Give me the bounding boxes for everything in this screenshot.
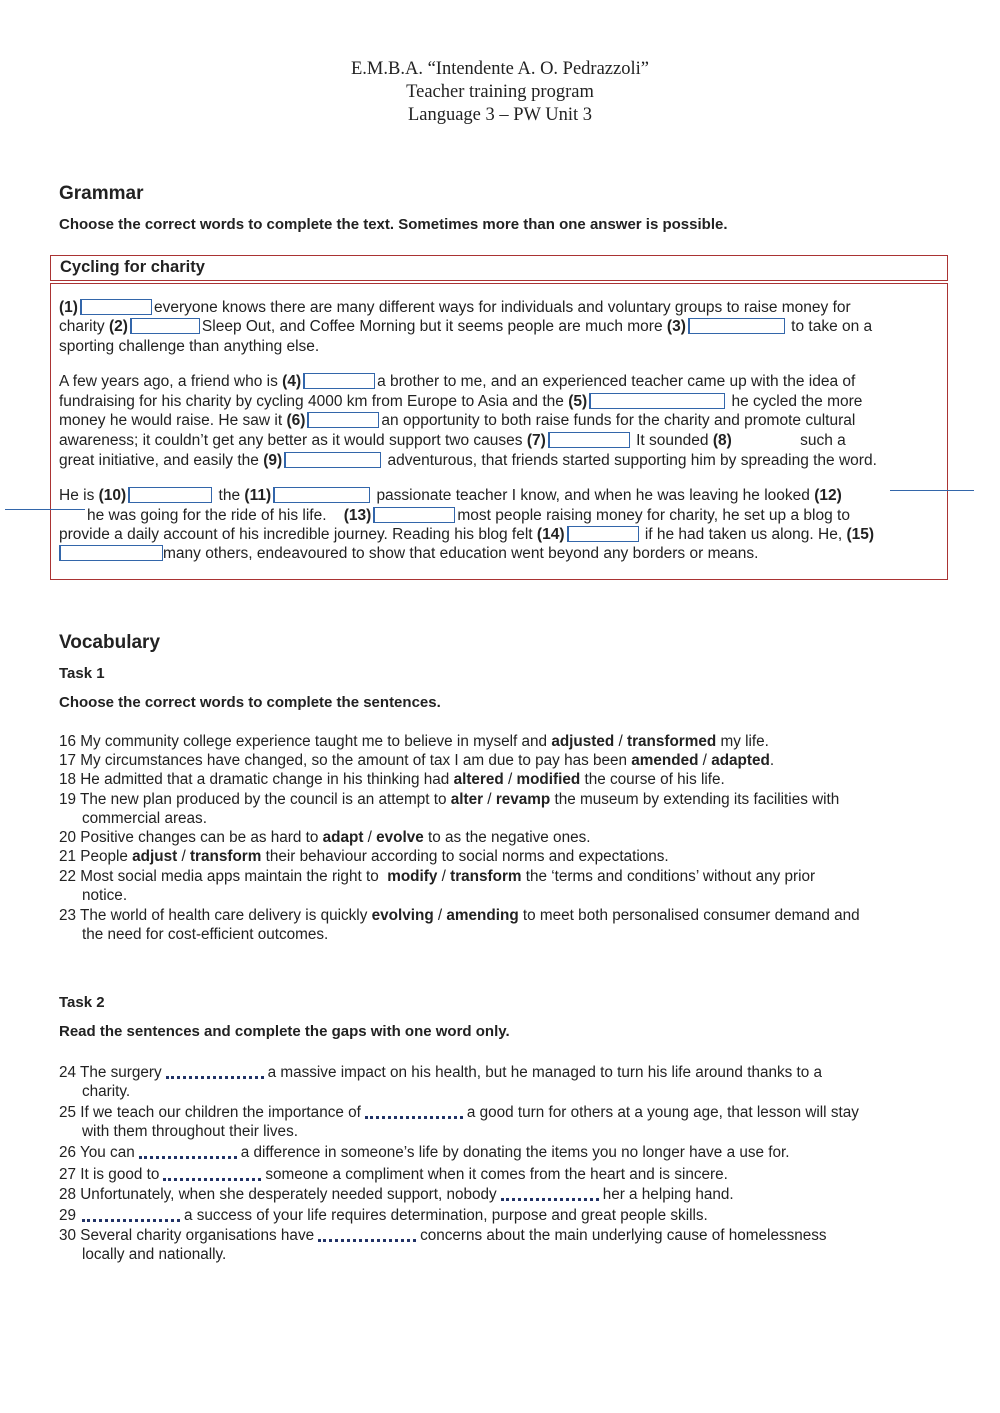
passage-text: sporting challenge than anything else. [59,338,320,355]
passage-line [59,299,851,317]
program-name: Teacher training program [406,82,594,102]
passage-text: passionate teacher I know, and when he was leaving he looked [376,487,810,504]
gap-number-9: (9) [263,452,283,469]
gap-number-4: (4) [282,373,302,390]
passage-text: A few years ago, a friend who is [59,373,278,390]
option-b[interactable]: transform [189,848,262,865]
sentence-text: her a helping hand. [602,1186,734,1203]
option-b[interactable]: amending [446,907,519,924]
sentence-text: 29 [59,1207,77,1224]
passage-text: He is [59,487,95,504]
passage-text: provide a daily account of his incredible journey. Reading his blog felt [59,526,533,543]
passage-line [59,507,850,525]
sentence-text: 19 The new plan produced by the council is an attempt to [59,791,447,808]
sentence-25 [59,1102,859,1122]
option-b[interactable]: evolve [376,829,424,846]
unit-name: Language 3 – PW Unit 3 [407,105,593,125]
gap-number-5: (5) [568,393,588,410]
sentence-20: 20 Positive changes can be as hard to adapt / evolve to as the negative ones. [59,829,591,846]
grammar-instruction: Choose the correct words to complete the text. Sometimes more than one answer is possible. [59,216,728,233]
option-a[interactable]: evolving [371,907,434,924]
passage-line [59,412,855,430]
passage-text: most people raising money for charity, he set up a blog to [457,507,850,524]
sentence-text: the course of his life. [584,771,725,788]
gap-number-3: (3) [666,318,686,335]
passage-text: It sounded [636,432,709,449]
gap-13-dropdown[interactable] [373,507,455,523]
gap-number-14: (14) [536,526,565,543]
gap-14-dropdown[interactable] [567,526,639,542]
passage-text: an opportunity to both raise funds for the charity and promote cultural [381,412,856,429]
gap-1-dropdown[interactable] [80,299,152,315]
passage-text: he cycled the more [731,393,863,410]
gap-12-dropdown[interactable] [890,490,974,491]
passage-line [59,393,862,411]
gap-6-dropdown[interactable] [307,412,379,428]
passage-text: if he had taken us along. He, [644,526,843,543]
gap-3-dropdown[interactable] [688,318,785,334]
sentence-16: 16 My community college experience taught me to believe in myself and adjusted / transformed my life. [59,733,769,750]
sentence-text: 24 The surgery [59,1064,162,1081]
sentence-26 [59,1142,790,1162]
sentence-text: 21 People [59,848,128,865]
sentence-29 [59,1205,708,1225]
gap-28-input[interactable] [501,1184,599,1201]
option-a[interactable]: alter [450,791,484,808]
gap-27-input[interactable] [163,1164,261,1181]
sentence-text: 17 My circumstances have changed, so the amount of tax I am due to pay has been [59,752,628,769]
passage-line [59,487,842,505]
gap-number-6: (6) [286,412,306,429]
sentence-text: the ‘terms and conditions’ without any prior [525,868,816,885]
sentence-text: 20 Positive changes can be as hard to [59,829,319,846]
sentence-text: 23 The world of health care delivery is quickly [59,907,368,924]
passage-text: adventurous, that friends started supporting him by spreading the word. [387,452,877,469]
sentence-22-continued: notice. [82,887,128,904]
sentence-28 [59,1184,734,1204]
sentence-21: 21 People adjust / transform their behaviour according to social norms and expectations. [59,848,669,865]
sentence-23: 23 The world of health care delivery is quickly evolving / amending to meet both personalised consumer demand and [59,907,860,924]
passage-text: many others, endeavoured to show that education went beyond any borders or means. [163,545,759,562]
gap-number-2: (2) [108,318,128,335]
task2-instruction: Read the sentences and complete the gaps with one word only. [59,1023,510,1040]
passage-text: a brother to me, and an experienced teacher came up with the idea of [377,373,856,390]
option-a[interactable]: modify [387,868,438,885]
sentence-text: a difference in someone’s life by donating the items you no longer have a use for. [240,1144,790,1161]
sentence-27 [59,1164,728,1184]
sentence-text: . [769,752,775,769]
passage-text: he was going for the ride of his life. [87,507,327,524]
gap-number-8: (8) [712,432,732,449]
gap-number-11: (11) [244,487,272,504]
sentence-text: 27 It is good to [59,1166,160,1183]
sentence-text: a success of your life requires determination, purpose and great people skills. [184,1207,708,1224]
gap-10-dropdown[interactable] [128,487,212,503]
option-a[interactable]: amended [631,752,699,769]
passage-line [59,526,874,544]
sentence-text: a massive impact on his health, but he managed to turn his life around thanks to a [267,1064,823,1081]
passage-line [59,338,319,356]
grammar-title: Grammar [59,183,144,204]
sentence-text: to as the negative ones. [428,829,591,846]
school-name: E.M.B.A. “Intendente A. O. Pedrazzoli” [351,59,649,79]
sentence-text: 28 Unfortunately, when she desperately needed support, nobody [59,1186,497,1203]
passage-line [59,373,855,391]
gap-30-input[interactable] [318,1225,416,1242]
option-a[interactable]: adapt [322,829,364,846]
option-b[interactable]: adapted [711,752,770,769]
sentence-30-continued: locally and nationally. [82,1246,227,1263]
task1-instruction: Choose the correct words to complete the sentences. [59,694,441,711]
passage-text: money he would raise. He saw it [59,412,283,429]
gap-number-15: (15) [846,526,875,543]
gap-number-10: (10) [98,487,127,504]
sentence-19: 19 The new plan produced by the council is an attempt to alter / revamp the museum by extending its facilities with [59,791,840,808]
task1-title: Task 1 [59,665,105,682]
sentence-24-continued: charity. [82,1083,131,1100]
sentence-text: concerns about the main underlying cause of homelessness [420,1227,827,1244]
passage-text: to take on a [791,318,873,335]
gap-11-dropdown[interactable] [273,487,370,503]
sentence-23-continued: the need for cost-efficient outcomes. [82,926,329,943]
passage-text: great initiative, and easily the [59,452,259,469]
sentence-25-continued: with them throughout their lives. [82,1123,298,1140]
passage-title: Cycling for charity [50,255,948,281]
gap-7-dropdown[interactable] [548,432,630,448]
gap-number-12: (12) [814,487,842,504]
gap-2-dropdown[interactable] [130,318,200,334]
option-b[interactable]: modified [516,771,581,788]
sentence-text: 18 He admitted that a dramatic change in his thinking had [59,771,450,788]
gap-24-input[interactable] [166,1062,264,1079]
gap-number-13: (13) [343,507,372,524]
option-a[interactable]: adjusted [551,733,615,750]
document-header [0,58,1000,127]
gap-number-7: (7) [526,432,546,449]
sentence-22: 22 Most social media apps maintain the right to modify / transform the ‘terms and conditions’ without any prior [59,868,816,885]
sentence-text: 22 Most social media apps maintain the right to [59,868,379,885]
sentence-text: the museum by extending its facilities with [554,791,840,808]
gap-29-input[interactable] [82,1205,180,1222]
passage-text: awareness; it couldn’t get any better as it would support two causes [59,432,523,449]
gap-25-input[interactable] [365,1102,463,1119]
passage-text: such a [800,432,846,449]
passage-line [59,545,758,563]
gap-15-dropdown[interactable] [59,545,163,561]
sentence-text: 25 If we teach our children the importance of [59,1104,361,1121]
sentence-24 [59,1062,822,1082]
passage-line [59,318,872,336]
sentence-text: someone a compliment when it comes from the heart and is sincere. [265,1166,728,1183]
sentence-text: 16 My community college experience taught me to believe in myself and [59,733,548,750]
sentence-text: to meet both personalised consumer demand and [522,907,860,924]
option-a[interactable]: altered [453,771,504,788]
passage-text: everyone knows there are many different ways for individuals and voluntary groups to raise money for [153,299,851,316]
gap-5-dropdown[interactable] [589,393,725,409]
sentence-17: 17 My circumstances have changed, so the amount of tax I am due to pay has been amended / adapted. [59,752,775,769]
gap-8-dropdown[interactable] [734,432,794,448]
gap-26-input[interactable] [139,1142,237,1159]
passage-text: the [218,487,241,504]
sentence-30 [59,1225,827,1245]
option-a[interactable]: adjust [132,848,178,865]
sentence-text: 30 Several charity organisations have [59,1227,315,1244]
sentence-19-continued: commercial areas. [82,810,207,827]
sentence-text: their behaviour according to social norms and expectations. [265,848,669,865]
sentence-text: a good turn for others at a young age, that lesson will stay [466,1104,859,1121]
gap-9-dropdown[interactable] [284,452,381,468]
vocabulary-title: Vocabulary [59,632,161,653]
passage-line [59,432,846,450]
passage-line [59,452,877,470]
gap-4-dropdown[interactable] [303,373,375,389]
sentence-18: 18 He admitted that a dramatic change in his thinking had altered / modified the course of his life. [59,771,725,788]
gap-number-1: (1) [59,299,78,316]
task2-title: Task 2 [59,994,105,1011]
option-b[interactable]: transform [450,868,522,885]
sentence-text: my life. [720,733,769,750]
passage-text: fundraising for his charity by cycling 4000 km from Europe to Asia and the [59,393,564,410]
sentence-text: 26 You can [59,1144,135,1161]
passage-text: charity [59,318,105,335]
option-b[interactable]: transformed [626,733,717,750]
option-b[interactable]: revamp [495,791,551,808]
passage-text: Sleep Out, and Coffee Morning but it seems people are much more [201,318,663,335]
